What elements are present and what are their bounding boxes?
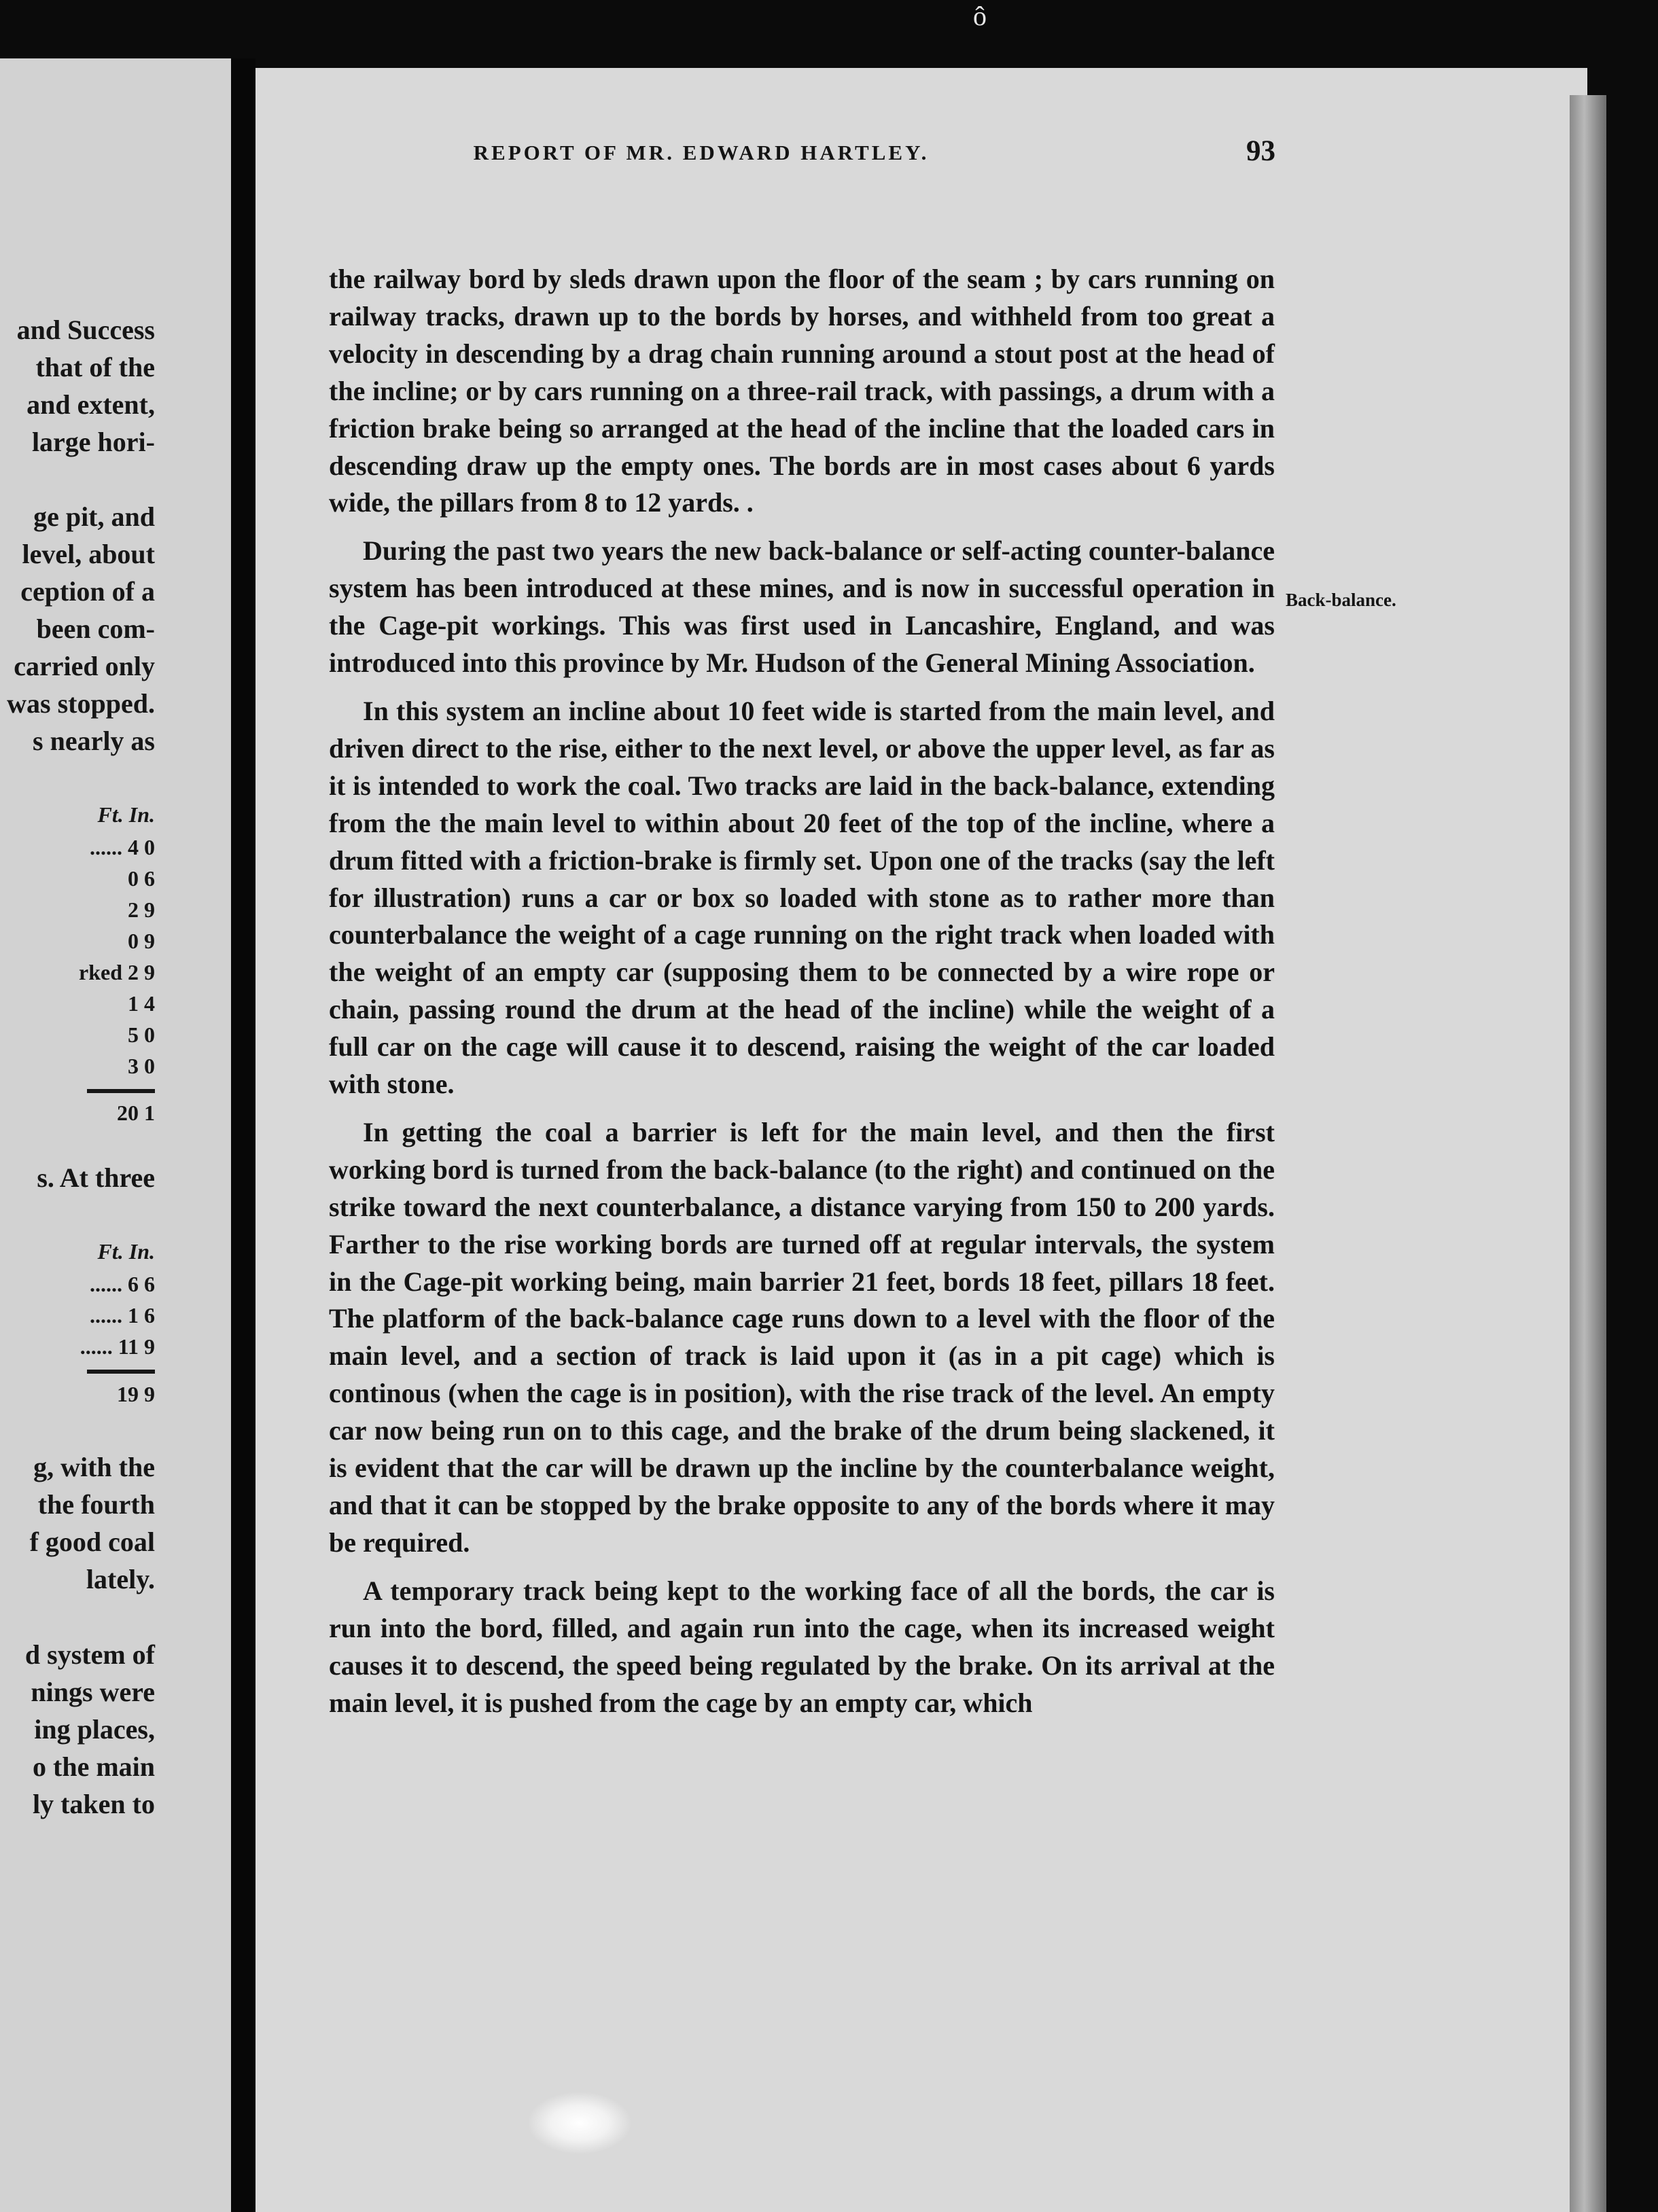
table-units-header: Ft. In. [97,802,155,827]
body-text [329,261,1275,1722]
left-line: s. At three [37,1162,155,1193]
page-edge [1570,95,1606,2212]
left-line: that of the [35,352,155,382]
running-head: REPORT OF MR. EDWARD HARTLEY. [473,141,930,164]
table-row: ...... 6 6 [90,1272,155,1296]
paragraph: A temporary track being kept to the working face of all the bords, the car is run into the bord, filled, and again run into the cage, when its increased weight causes it to descend, the speed being regulated by the brake. On its arrival at the main level, it is pushed from the cage by an empty car, which [329,1575,1275,1718]
table-units-header: Ft. In. [97,1239,155,1264]
table-row: 3 0 [128,1054,155,1078]
left-line: ge pit, and [33,501,155,532]
paragraph: During the past two years the new back-balance or self-acting counter-balance system has been introduced at these mines, and is now in successful operation in the Cage-pit workings. This was first used in Lancashire, England, and was introduced into this province by Mr. Hudson of the General Mining Association. [329,535,1275,679]
margin-note: Back-balance. [1286,590,1396,610]
left-line: ing places, [34,1714,155,1745]
table-row: rked 2 9 [79,960,155,984]
paragraph: In getting the coal a barrier is left for the main level, and then the first working bord is turned from the back-balance (to the right) and continued on the strike toward the next counterbalance, a distance varying from 150 to 200 yards. Farther to the rise working bords are turned off at regular intervals, the system in the Cage-pit working being, main barrier 21 feet, bords 18 feet, pillars 18 feet. The platform of the back-balance cage runs down to a level with the floor of the main level, and a section of track is laid upon it (as in a pit cage) which is continous (when the cage is in position), with the rise track of the level. An empty car now being run on to this cage, and the brake of the drum being slackened, it is evident that the car will be drawn up the incline by the counterbalance weight, and that it can be stopped by the brake opposite to any of the bords where it may be required. [329,1116,1275,1558]
left-line: level, about [22,539,155,569]
table-total-rule [87,1089,155,1093]
left-line: nings were [31,1677,155,1707]
left-line: ception of a [20,576,155,607]
page-number: 93 [1246,135,1275,167]
left-line: d system of [24,1639,155,1670]
left-line: was stopped. [7,688,155,719]
left-line: f good coal [29,1527,155,1557]
table-row: ...... 4 0 [90,835,155,859]
left-line: and extent, [27,389,155,420]
left-line: ly taken to [33,1789,155,1819]
table-total: 19 9 [117,1382,155,1406]
left-line: been com- [36,613,155,644]
table-total-rule [87,1370,155,1374]
left-line: s nearly as [33,726,155,756]
table-row: 0 9 [128,929,155,953]
left-line: large hori- [31,427,155,457]
table-row: 1 4 [128,991,155,1016]
book-gutter [231,58,255,2212]
page-smudge [529,2092,631,2154]
table-total: 20 1 [117,1101,155,1125]
paragraph: In this system an incline about 10 feet wide is started from the main level, and driven direct to the rise, either to the next level, or above the upper level, as far as it is intended to work the coal. Two tracks are laid in the back-balance, extending from the the main level to within about 20 feet of the top of the incline, where a drum fitted with a friction-brake is firmly set. Upon one of the tracks (say the left for illustration) runs a car or box so loaded with stone as to rather more than counterbalance the weight of a cage running on the right track when loaded with the weight of an empty car (supposing them to be connected by a wire rope or chain, passing round the drum at the head of the incline) while the weight of a full car on the cage will cause it to descend, raising the weight of the car loaded with stone. [329,695,1275,1100]
left-page-fragment [0,58,231,2212]
left-line: the fourth [37,1489,155,1520]
paragraph: the railway bord by sleds drawn upon the floor of the seam ; by cars running on railway tracks, drawn up to the bords by horses, and withheld from too great a velocity in descending by a drag chain running around a stout post at the head of the incline; or by cars running on a three-rail track, with passings, a drum with a friction brake being so arranged at the head of the incline that the loaded cars in descending draw up the empty ones. The bords are in most cases about 6 yards wide, the pillars from 8 to 12 yards. . [329,264,1275,518]
table-row: ...... 11 9 [80,1334,155,1359]
left-line: o the main [33,1751,155,1782]
table-row: 0 6 [128,866,155,891]
left-line: lately. [86,1564,155,1594]
table-row: 2 9 [128,897,155,922]
left-line: g, with the [33,1452,155,1482]
table-row: 5 0 [128,1022,155,1047]
table-row: ...... 1 6 [90,1303,155,1327]
top-mark: ô [973,1,987,31]
left-line: and Success [16,315,155,345]
left-line: carried only [14,651,155,681]
